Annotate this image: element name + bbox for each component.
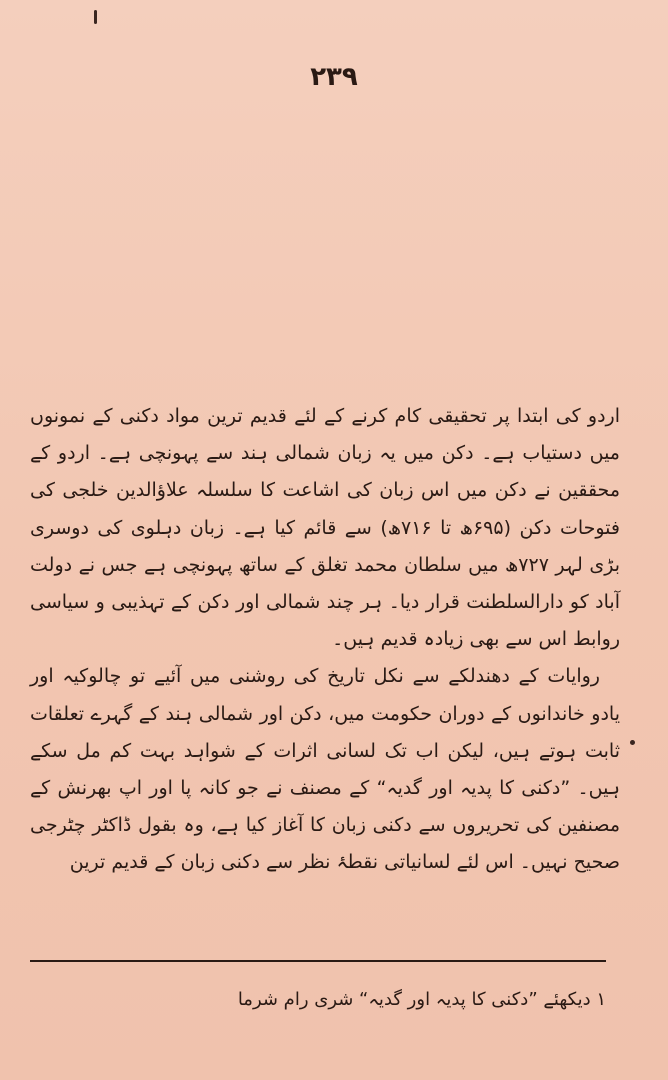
footnote-divider: [30, 960, 606, 962]
margin-dot: [630, 740, 635, 745]
paragraph-1: اردو کی ابتدا پر تحقیقی کام کرنے کے لئے قدیم ترین مواد دکنی کے نمونوں میں دستیاب ہے۔ دکن میں یہ زبان شمالی ہند سے پہونچی ہے۔ اردو کے محققین نے دکن میں اس زبان کی اشاعت کا سلسلہ علاؤالدین خلجی کی فتوحات دکن (۶۹۵ھ تا ۷۱۶ھ) سے قائم کیا ہے۔ زبان دہلوی کی دوسری بڑی لہر ۷۲۷ھ میں سلطان محمد تغلق کے ساتھ پہونچی ہے جس نے دولت آباد کو دارالسلطنت قرار دیا۔ ہر چند شمالی اور دکن کے تہذیبی و سیاسی روابط اس سے بھی زیادہ قدیم ہیں۔: [30, 405, 620, 651]
page-number: ۲۳۹: [310, 62, 358, 92]
footnote: ۱ دیکھئے ”دکنی کا پدیہ اور گدیہ“ شری رام شرما: [237, 989, 606, 1010]
paragraph-2: روایات کے دھندلکے سے نکل تاریخ کی روشنی میں آئیے تو چالوکیہ اور یادو خاندانوں کے دوران حکومت میں، دکن اور شمالی ہند کے گہرے تعلقات ثابت ہوتے ہیں، لیکن اب تک لسانی اثرات کے شواہد بہت کم مل سکے ہیں۔ ”دکنی کا پدیہ اور گدیہ“ کے مصنف نے جو کانہ پا اور اپ بھرنش کے مصنفین کی تحریروں سے دکنی زبان کا آغاز کیا ہے، وہ بقول ڈاکٹر چٹرجی صحیح نہیں۔ اس لئے لسانیاتی نقطۂ نظر سے دکنی زبان کے قدیم ترین: [30, 665, 620, 874]
ink-mark: [94, 10, 97, 24]
body-text: [30, 398, 620, 882]
